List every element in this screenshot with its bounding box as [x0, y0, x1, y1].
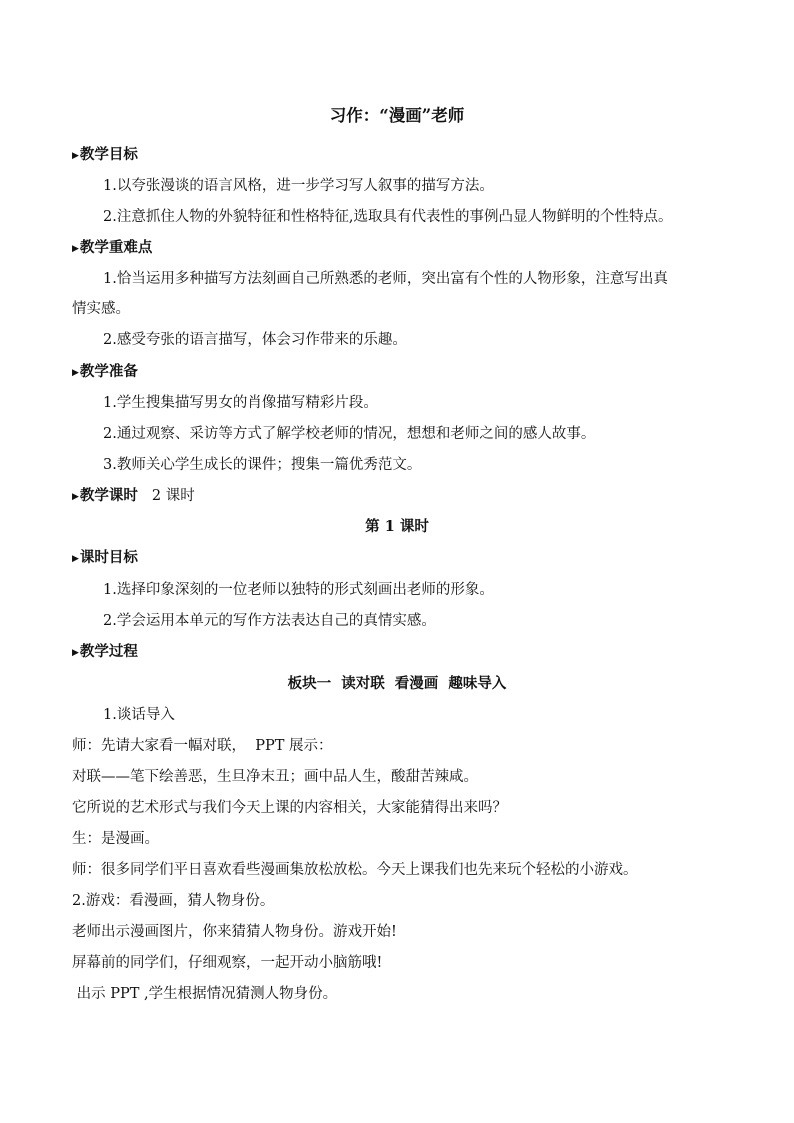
section-heading-key-points: [72, 238, 152, 260]
paragraph: 2.注意抓住人物的外貌特征和性格特征,选取具有代表性的事例凸显人物鲜明的个性特点。: [103, 209, 673, 225]
paragraph: 1.以夸张漫谈的语言风格，进一步学习写人叙事的描写方法。: [103, 178, 494, 194]
paragraph: 2.学会运用本单元的写作方法表达自己的真情实感。: [103, 613, 436, 629]
paragraph: 2.感受夸张的语言描写，体会习作带来的乐趣。: [103, 332, 407, 348]
section-heading-teaching-goals: [72, 145, 138, 167]
paragraph: 3.教师关心学生成长的课件；搜集一篇优秀范文。: [103, 457, 422, 473]
triangle-marker-icon: ▶: [72, 368, 79, 378]
paragraph-continuation: 情实感。: [72, 301, 130, 317]
heading-label: 教学准备: [79, 363, 138, 380]
triangle-marker-icon: ▶: [72, 244, 79, 254]
paragraph: 生：是漫画。: [72, 831, 159, 847]
heading-label: 教学过程: [79, 643, 138, 660]
heading-label: 教学重难点: [79, 239, 153, 256]
triangle-marker-icon: ▶: [72, 648, 79, 658]
heading-label: 课时目标: [79, 549, 138, 566]
triangle-marker-icon: ▶: [72, 554, 79, 564]
paragraph: 1.学生搜集描写男女的肖像描写精彩片段。: [103, 395, 378, 411]
paragraph: 屏幕前的同学们，仔细观察，一起开动小脑筋哦!: [72, 955, 383, 971]
page-title: 习作：“漫画”老师: [329, 106, 465, 125]
heading-label: 教学目标: [79, 146, 138, 163]
section-heading-teaching-process: [72, 642, 138, 664]
paragraph: 师：先请大家看一幅对联， PPT 展示：: [72, 738, 333, 754]
paragraph: 出示 PPT ,学生根据情况猜测人物身份。: [72, 986, 338, 1002]
section-heading-lesson-goals: [72, 548, 138, 570]
section-heading-class-hours: [72, 486, 195, 508]
paragraph: 2.游戏：看漫画，猜人物身份。: [72, 893, 275, 909]
paragraph: 师：很多同学们平日喜欢看些漫画集放松放松。今天上课我们也先来玩个轻松的小游戏。: [72, 862, 638, 878]
paragraph: 2.通过观察、采访等方式了解学校老师的情况，想想和老师之间的感人故事。: [103, 426, 596, 442]
paragraph: 对联——笔下绘善恶，生旦净末丑；画中品人生，酸甜苦辣咸。: [72, 769, 478, 785]
triangle-marker-icon: ▶: [72, 492, 79, 502]
section-heading-preparation: [72, 362, 138, 384]
paragraph: 老师出示漫画图片，你来猜猜人物身份。游戏开始!: [72, 924, 397, 940]
paragraph: 1.恰当运用多种描写方法刻画自己所熟悉的老师，突出富有个性的人物形象，注意写出真: [103, 271, 668, 287]
paragraph: 1.谈话导入: [103, 707, 175, 723]
triangle-marker-icon: ▶: [72, 151, 79, 161]
paragraph: 1.选择印象深刻的一位老师以独特的形式刻画出老师的形象。: [103, 582, 494, 598]
paragraph: 它所说的艺术形式与我们今天上课的内容相关，大家能猜得出来吗？: [72, 800, 507, 816]
block-title: 板块一 读对联 看漫画 趣味导入: [287, 675, 507, 692]
heading-label: 教学课时: [79, 487, 138, 504]
class-hours-value: 2 课时: [151, 488, 195, 504]
lesson-title: 第 1 课时: [365, 518, 429, 535]
